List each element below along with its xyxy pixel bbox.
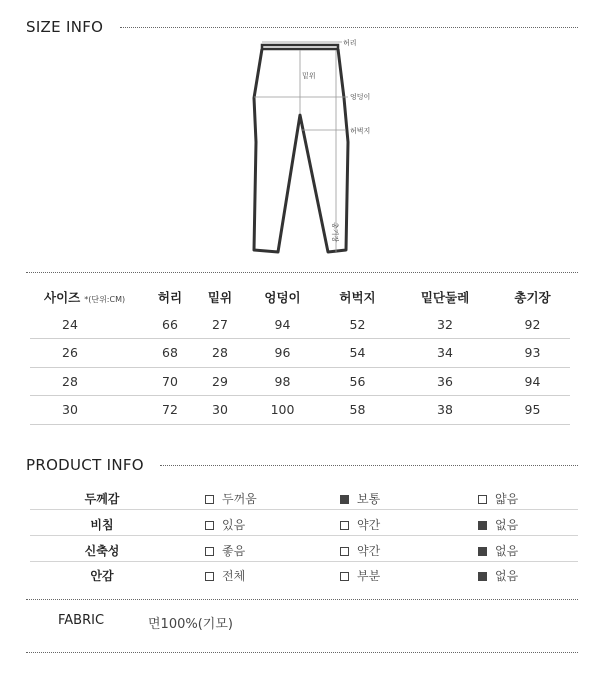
- table-cell: 36: [395, 367, 495, 396]
- checkbox-checked-icon: [478, 547, 487, 556]
- table-row: [30, 396, 570, 425]
- table-cell: 96: [245, 339, 320, 368]
- product-info-divider: [160, 465, 578, 466]
- product-row-thickness: [30, 484, 578, 510]
- size-table: [30, 284, 570, 425]
- fabric-value: 면100%(기모): [148, 617, 233, 632]
- product-row-label: 신축성: [84, 544, 120, 558]
- size-table-header-row: [30, 284, 570, 310]
- hip-label: 엉덩이: [350, 93, 371, 101]
- table-cell: 94: [245, 310, 320, 339]
- checkbox-icon: [205, 572, 214, 581]
- waist-label: 허리: [343, 39, 357, 47]
- option-item: 약간: [340, 516, 380, 533]
- checkbox-icon: [340, 521, 349, 530]
- checkbox-checked-icon: [340, 495, 349, 504]
- size-info-divider: [120, 27, 578, 28]
- total-length-header-cell: 총기장: [514, 290, 551, 305]
- table-row: [30, 339, 570, 368]
- size-cell: 28: [30, 367, 145, 396]
- total-length-label: 총기장: [331, 222, 339, 243]
- option-item: 보통: [340, 490, 380, 507]
- table-cell: 52: [320, 310, 395, 339]
- table-cell: 30: [195, 396, 245, 425]
- size-table-top-divider: [26, 272, 578, 273]
- table-cell: 28: [195, 339, 245, 368]
- table-cell: 72: [145, 396, 195, 425]
- table-row: [30, 367, 570, 396]
- size-cell: 26: [30, 339, 145, 368]
- rise-label: 밑위: [302, 72, 316, 80]
- table-cell: 68: [145, 339, 195, 368]
- table-cell: 95: [495, 396, 570, 425]
- checkbox-icon: [340, 547, 349, 556]
- option-item: 없음: [478, 567, 518, 584]
- hip-header-cell: 엉덩이: [264, 290, 301, 305]
- waist-header-cell: 허리: [157, 290, 183, 305]
- size-info-title: SIZE INFO: [26, 18, 107, 36]
- table-cell: 38: [395, 396, 495, 425]
- rise-header-cell: 밑위: [207, 290, 233, 305]
- table-cell: 54: [320, 339, 395, 368]
- table-cell: 32: [395, 310, 495, 339]
- product-row-sheerness: [30, 510, 578, 536]
- fabric-bottom-divider: [26, 652, 578, 653]
- option-item: 없음: [478, 516, 518, 533]
- table-cell: 93: [495, 339, 570, 368]
- option-item: 좋음: [205, 542, 245, 559]
- fabric-label: FABRIC: [58, 613, 105, 628]
- product-row-label: 안감: [90, 569, 114, 583]
- table-cell: 94: [495, 367, 570, 396]
- pants-diagram: [240, 30, 380, 260]
- hem-header-cell: 밑단둘레: [420, 290, 470, 305]
- thigh-header-cell: 허벅지: [339, 290, 376, 305]
- size-header-cell: 사이즈 *(단위:CM): [44, 290, 126, 305]
- product-row-label: 비침: [90, 518, 114, 532]
- checkbox-icon: [205, 547, 214, 556]
- product-row-stretch: [30, 536, 578, 562]
- option-item: 약간: [340, 542, 380, 559]
- table-cell: 56: [320, 367, 395, 396]
- table-cell: 98: [245, 367, 320, 396]
- table-cell: 29: [195, 367, 245, 396]
- size-cell: 30: [30, 396, 145, 425]
- table-cell: 34: [395, 339, 495, 368]
- option-item: 있음: [205, 516, 245, 533]
- option-item: 없음: [478, 542, 518, 559]
- option-item: 얇음: [478, 490, 518, 507]
- checkbox-checked-icon: [478, 572, 487, 581]
- checkbox-icon: [205, 495, 214, 504]
- checkbox-checked-icon: [478, 521, 487, 530]
- table-cell: 58: [320, 396, 395, 425]
- unit-note: *(단위:CM): [84, 295, 126, 304]
- pants-waistband: [262, 45, 338, 49]
- table-cell: 92: [495, 310, 570, 339]
- product-row-label: 두께감: [84, 492, 120, 506]
- table-row: [30, 310, 570, 339]
- size-cell: 24: [30, 310, 145, 339]
- table-cell: 70: [145, 367, 195, 396]
- option-item: 전체: [205, 567, 245, 584]
- checkbox-icon: [478, 495, 487, 504]
- option-item: 두꺼움: [205, 490, 257, 507]
- thigh-label: 허벅지: [350, 127, 371, 135]
- product-row-lining: [30, 561, 578, 587]
- checkbox-icon: [205, 521, 214, 530]
- table-cell: 27: [195, 310, 245, 339]
- table-cell: 100: [245, 396, 320, 425]
- fabric-top-divider: [26, 599, 578, 600]
- product-info-title: PRODUCT INFO: [26, 456, 148, 474]
- checkbox-icon: [340, 572, 349, 581]
- option-item: 부분: [340, 567, 380, 584]
- table-cell: 66: [145, 310, 195, 339]
